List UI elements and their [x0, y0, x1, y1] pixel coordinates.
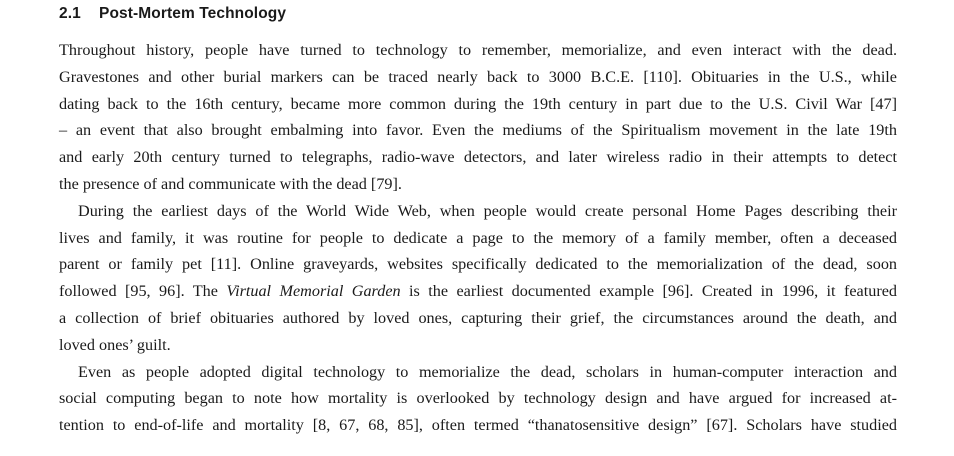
paragraph-1-line-5: and early 20th century turned to telegraphs, radio-wave detectors, and later wireless radio in their attempts to detect [59, 148, 897, 167]
paragraph-3-line-3: tention to end-of-life and mortality [8, 67, 68, 85], often termed “thanatosensitive design” [67]. Scholars have studied [59, 416, 897, 435]
paragraph-1-line-4: – an event that also brought embalming into favor. Even the mediums of the Spiritualism movement in the late 19th [59, 121, 897, 140]
body-text [59, 37, 897, 439]
line-4-text-before: followed [95, 96]. The [59, 282, 227, 301]
paragraph-3-line-1: Even as people adopted digital technology to memorialize the dead, scholars in human-computer interaction and [78, 362, 897, 381]
paragraph-2-line-3: parent or family pet [11]. Online graveyards, websites specifically dedicated to the memorialization of the dead, soon [59, 255, 897, 274]
paragraph-3-line-2: social computing began to note how mortality is overlooked by technology design and have argued for increased at- [59, 389, 897, 408]
paper-section [59, 0, 897, 439]
line-4-text-after: is the earliest documented example [96]. Created in 1996, it featured [400, 282, 897, 301]
section-heading [59, 4, 897, 24]
paragraph-2-line-1: During the earliest days of the World Wide Web, when people would create personal Home Pages describing their [78, 201, 897, 220]
paragraph-2-line-2: lives and family, it was routine for people to dedicate a page to the memory of a family member, often a deceased [59, 228, 897, 247]
paragraph-1-line-1: Throughout history, people have turned to technology to remember, memorialize, and even interact with the dead. [59, 41, 897, 59]
paragraph-1-line-6: the presence of and communicate with the dead [79]. [59, 174, 402, 193]
section-title: Post-Mortem Technology [99, 5, 287, 22]
paragraph-2-line-6: loved ones’ guilt. [59, 335, 171, 354]
paragraph-2-line-5: a collection of brief obituaries authored by loved ones, capturing their grief, the circumstances around the death, and [59, 308, 897, 327]
paragraph-2-line-4 [59, 278, 897, 305]
virtual-memorial-garden-title: Virtual Memorial Garden [226, 282, 401, 301]
section-number: 2.1 [59, 5, 81, 22]
paragraph-1-line-2: Gravestones and other burial markers can be traced nearly back to 3000 B.C.E. [110]. Obituaries in the U.S., while [59, 67, 897, 86]
paragraph-1-line-3: dating back to the 16th century, became more common during the 19th century in part due to the U.S. Civil War [47] [59, 94, 897, 113]
